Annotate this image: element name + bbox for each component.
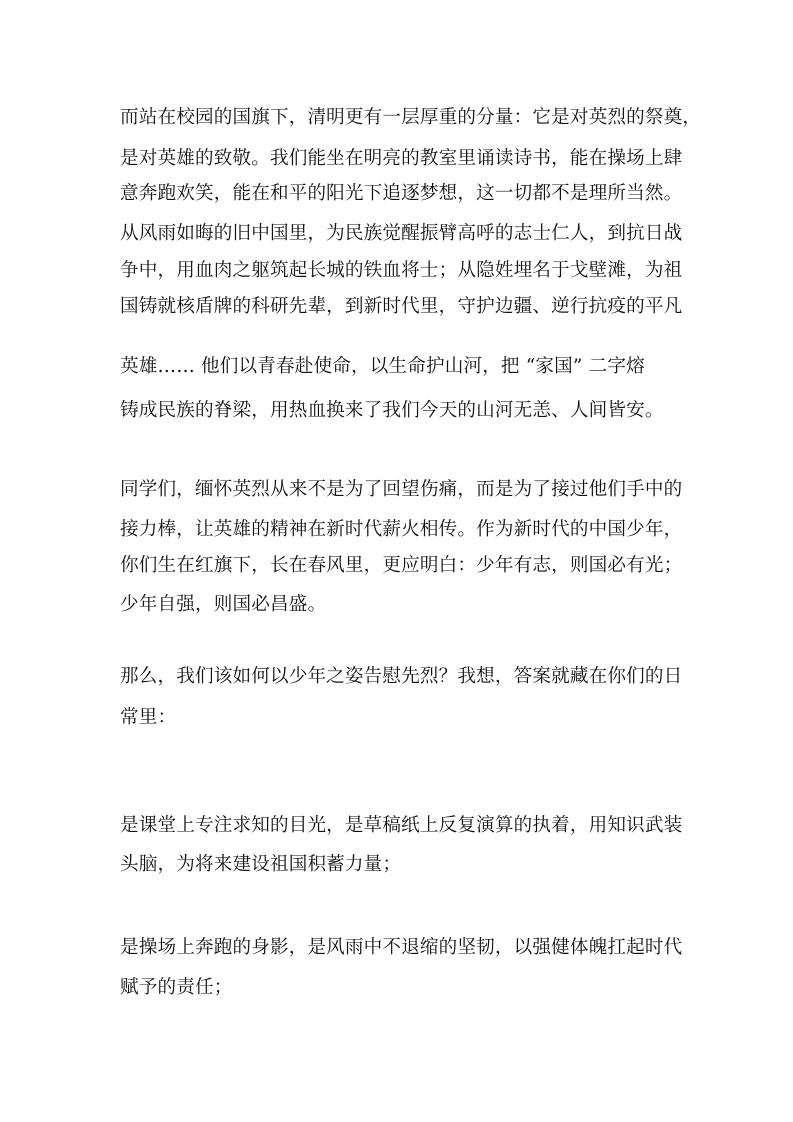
paragraph-1-line-1: 而站在校园的国旗下，清明更有一层厚重的分量：它是对英烈的祭奠，: [120, 107, 702, 128]
paragraph-2-line-4: 少年自强，则国必昌盛。: [120, 594, 327, 615]
paragraph-1-line-7: 英雄…… 他们以青春赴使命，以生命护山河，把 “家国” 二字熔: [120, 356, 645, 377]
paragraph-1-line-3: 意奔跑欢笑，能在和平的阳光下追逐梦想，这一切都不是理所当然。: [120, 183, 683, 204]
paragraph-2-line-2: 接力棒，让英雄的精神在新时代薪火相传。作为新时代的中国少年，: [120, 519, 683, 540]
paragraph-2-line-3: 你们生在红旗下，长在春风里，更应明白：少年有志，则国必有光；: [120, 555, 683, 576]
paragraph-5-line-1: 是操场上奔跑的身影，是风雨中不退缩的坚韧，以强健体魄扛起时代: [120, 937, 683, 958]
paragraph-5-line-2: 赋予的责任；: [120, 977, 233, 998]
paragraph-1-line-8: 铸成民族的脊梁，用热血换来了我们今天的山河无恙、人间皆安。: [120, 400, 664, 421]
paragraph-4-line-2: 头脑，为将来建设祖国积蓄力量；: [120, 854, 402, 875]
paragraph-1-line-4: 从风雨如晦的旧中国里，为民族觉醒振臂高呼的志士仁人，到抗日战: [120, 223, 683, 244]
paragraph-3-line-2: 常里：: [120, 707, 177, 728]
paragraph-1-line-6: 国铸就核盾牌的科研先辈，到新时代里，守护边疆、逆行抗疫的平凡: [120, 296, 683, 317]
paragraph-4-line-1: 是课堂上专注求知的目光，是草稿纸上反复演算的执着，用知识武装: [120, 815, 683, 836]
paragraph-3-line-1: 那么，我们该如何以少年之姿告慰先烈？我想，答案就藏在你们的日: [120, 666, 683, 687]
paragraph-1-line-5: 争中，用血肉之躯筑起长城的铁血将士；从隐姓埋名于戈壁滩，为祖: [120, 260, 683, 281]
paragraph-2-line-1: 同学们，缅怀英烈从来不是为了回望伤痛，而是为了接过他们手中的: [120, 479, 683, 500]
paragraph-1-line-2: 是对英雄的致敬。我们能坐在明亮的教室里诵读诗书，能在操场上肆: [120, 148, 683, 169]
